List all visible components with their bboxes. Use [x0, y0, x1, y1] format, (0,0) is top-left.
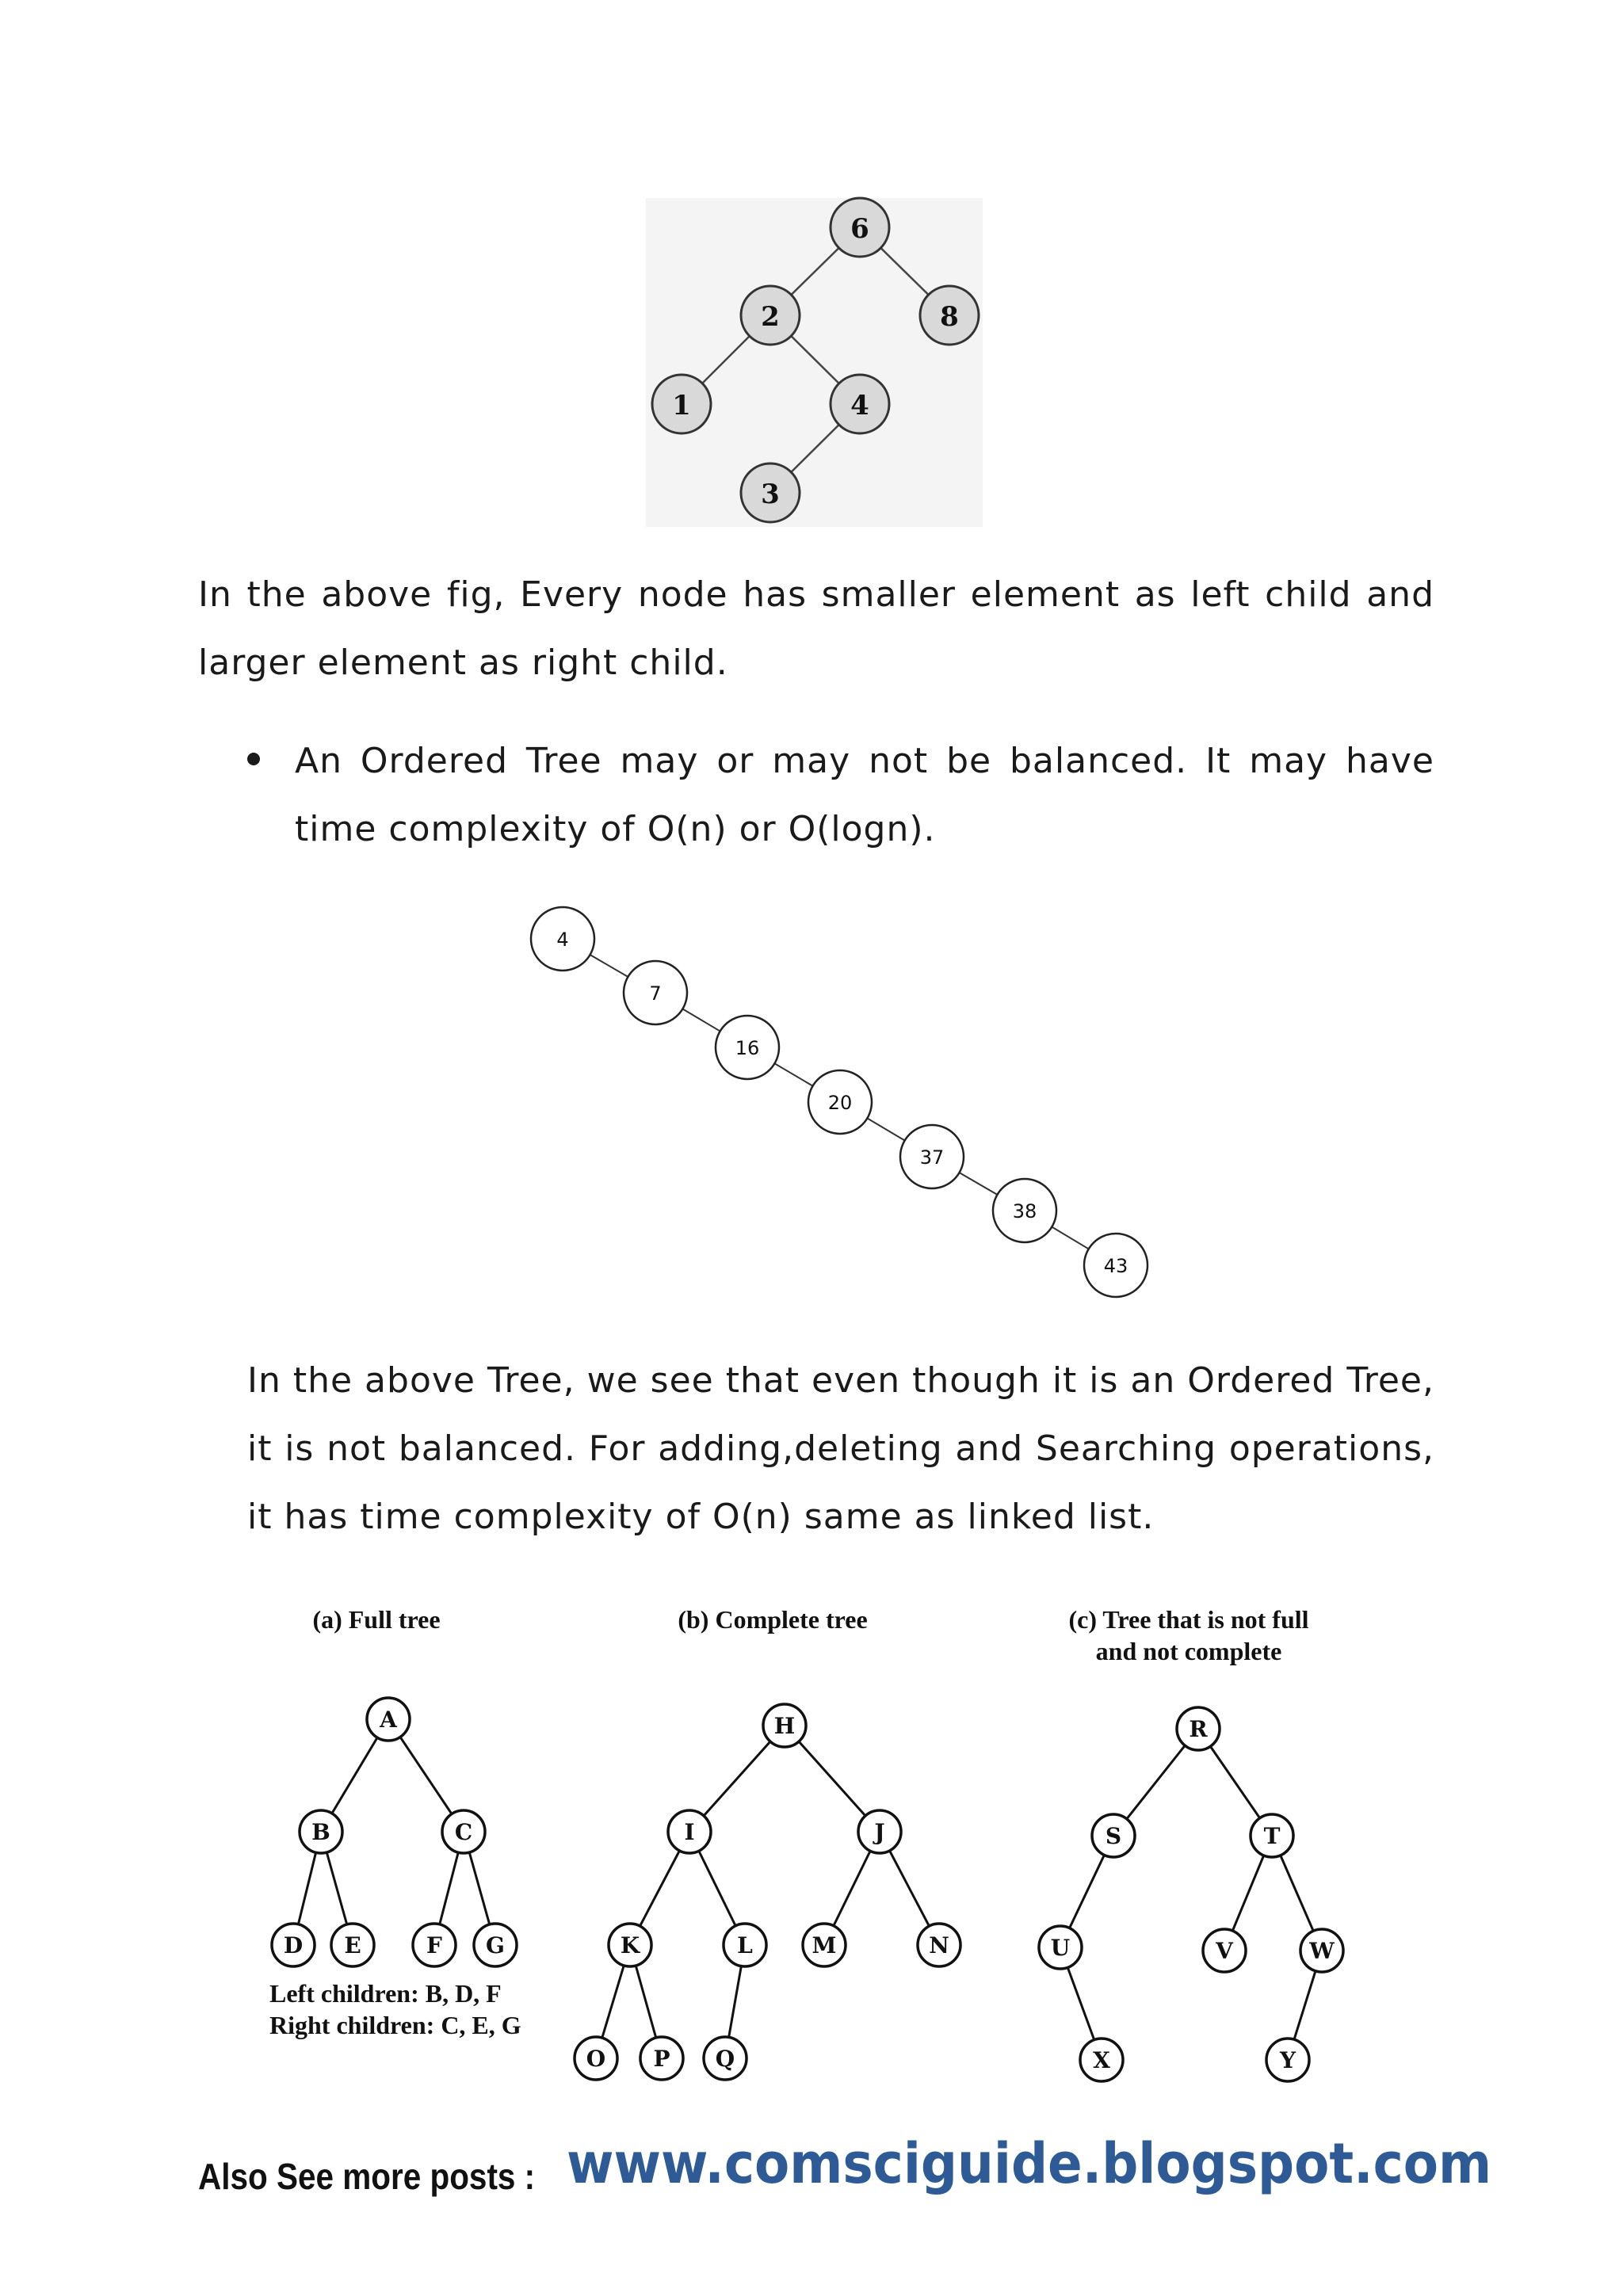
- svg-text:3: 3: [761, 479, 780, 510]
- svg-text:B: B: [311, 1819, 330, 1845]
- bullet-marker: [247, 753, 260, 765]
- full-tree-node-C: [442, 1810, 485, 1853]
- complete-tree-node-Q: [704, 2037, 747, 2080]
- not-full-tree-node-R: [1177, 1707, 1220, 1750]
- full-tree-node-G: [474, 1924, 517, 1966]
- svg-text:37: 37: [919, 1146, 945, 1169]
- footer: [198, 2131, 1545, 2218]
- skewed-node-38: [993, 1179, 1056, 1242]
- svg-text:E: E: [344, 1932, 361, 1958]
- svg-text:R: R: [1189, 1716, 1208, 1742]
- svg-text:F: F: [426, 1932, 442, 1958]
- complete-tree-node-O: [575, 2037, 617, 2080]
- complete-tree-node-I: [668, 1810, 711, 1853]
- svg-text:J: J: [874, 1819, 885, 1845]
- complete-tree-node-K: [609, 1924, 651, 1966]
- skewed-node-37: [900, 1125, 964, 1188]
- svg-text:6: 6: [850, 213, 869, 245]
- svg-text:A: A: [380, 1707, 397, 1733]
- bullet-ordered-tree: An Ordered Tree may or may not be balanced. It may have time complexity of O(n) or O(logn).: [295, 741, 1434, 849]
- full-tree-node-F: [413, 1924, 456, 1966]
- svg-text:I: I: [684, 1819, 695, 1845]
- caption-complete-tree: (b) Complete tree: [678, 1605, 868, 1634]
- caption-not-full-tree-2: and not complete: [1095, 1637, 1282, 1665]
- not-full-tree-node-S: [1092, 1814, 1135, 1857]
- not-full-tree-node-V: [1203, 1929, 1246, 1972]
- svg-text:Q: Q: [715, 2046, 735, 2072]
- skewed-node-20: [808, 1070, 872, 1134]
- bst-figure: [646, 198, 983, 527]
- svg-text:43: 43: [1103, 1255, 1128, 1277]
- svg-text:L: L: [737, 1932, 753, 1958]
- bst-node-4: [831, 375, 889, 433]
- bst-node-6: [831, 198, 889, 257]
- svg-text:U: U: [1050, 1935, 1071, 1961]
- full-tree-node-A: [367, 1698, 410, 1741]
- svg-text:X: X: [1093, 2047, 1110, 2073]
- svg-text:7: 7: [649, 982, 662, 1005]
- svg-text:O: O: [586, 2046, 606, 2072]
- svg-text:2: 2: [761, 301, 780, 333]
- not-full-tree-node-U: [1039, 1926, 1082, 1969]
- svg-text:4: 4: [850, 390, 869, 421]
- svg-text:D: D: [283, 1932, 304, 1958]
- skewed-node-7: [624, 961, 687, 1024]
- not-full-tree-node-X: [1080, 2039, 1123, 2081]
- svg-text:M: M: [812, 1932, 837, 1958]
- svg-text:C: C: [454, 1819, 473, 1845]
- not-full-tree-node-Y: [1266, 2039, 1309, 2081]
- paragraph-bst-description: In the above fig, Every node has smaller element as left child and larger element as right child.: [198, 574, 1434, 683]
- svg-text:16: 16: [735, 1037, 760, 1059]
- svg-text:T: T: [1263, 1823, 1281, 1849]
- full-tree-node-D: [272, 1924, 315, 1966]
- svg-text:H: H: [773, 1713, 796, 1739]
- svg-text:V: V: [1216, 1938, 1233, 1964]
- svg-text:20: 20: [827, 1092, 853, 1114]
- caption-full-tree: (a) Full tree: [312, 1605, 441, 1634]
- complete-tree-node-L: [724, 1924, 766, 1966]
- footer-label: Also See more posts :: [198, 2156, 536, 2197]
- tree-types-figure: [0, 1592, 1623, 2100]
- svg-text:Y: Y: [1280, 2047, 1296, 2073]
- svg-text:4: 4: [556, 929, 569, 951]
- right-children-note: Right children: C, E, G: [269, 2011, 521, 2039]
- svg-text:38: 38: [1012, 1200, 1037, 1222]
- bst-node-1: [652, 375, 711, 433]
- complete-tree-node-J: [858, 1810, 901, 1853]
- full-tree-node-E: [331, 1924, 374, 1966]
- left-children-note: Left children: B, D, F: [269, 1979, 502, 2008]
- complete-tree-node-P: [640, 2037, 683, 2080]
- svg-text:W: W: [1309, 1938, 1335, 1964]
- complete-tree-node-N: [918, 1924, 960, 1966]
- bst-node-2: [741, 286, 800, 345]
- skewed-tree-figure: [523, 899, 1157, 1311]
- svg-text:G: G: [486, 1932, 505, 1958]
- svg-text:K: K: [620, 1932, 640, 1958]
- figure-background: [646, 198, 983, 527]
- complete-tree-node-H: [763, 1704, 806, 1747]
- caption-not-full-tree-1: (c) Tree that is not full: [1068, 1605, 1309, 1634]
- svg-text:P: P: [653, 2046, 670, 2072]
- bst-node-8: [920, 286, 979, 345]
- bst-node-3: [741, 463, 800, 522]
- skewed-node-43: [1084, 1234, 1148, 1297]
- footer-blog-link[interactable]: www.comsciguide.blogspot.com: [567, 2131, 1492, 2196]
- complete-tree-node-M: [803, 1924, 846, 1966]
- paragraph-skewed-description: In the above Tree, we see that even though it is an Ordered Tree, it is not balanced. For adding,deleting and Searching operations, it has time complexity of O(n) same as linked list.: [247, 1360, 1434, 1537]
- full-tree-node-B: [300, 1810, 342, 1853]
- skewed-node-16: [716, 1016, 779, 1079]
- svg-text:8: 8: [940, 301, 959, 333]
- svg-text:1: 1: [672, 390, 691, 421]
- skewed-node-4: [531, 907, 594, 971]
- not-full-tree-node-W: [1300, 1929, 1343, 1972]
- not-full-tree-node-T: [1251, 1814, 1293, 1857]
- svg-text:N: N: [929, 1932, 949, 1958]
- svg-text:S: S: [1105, 1823, 1122, 1849]
